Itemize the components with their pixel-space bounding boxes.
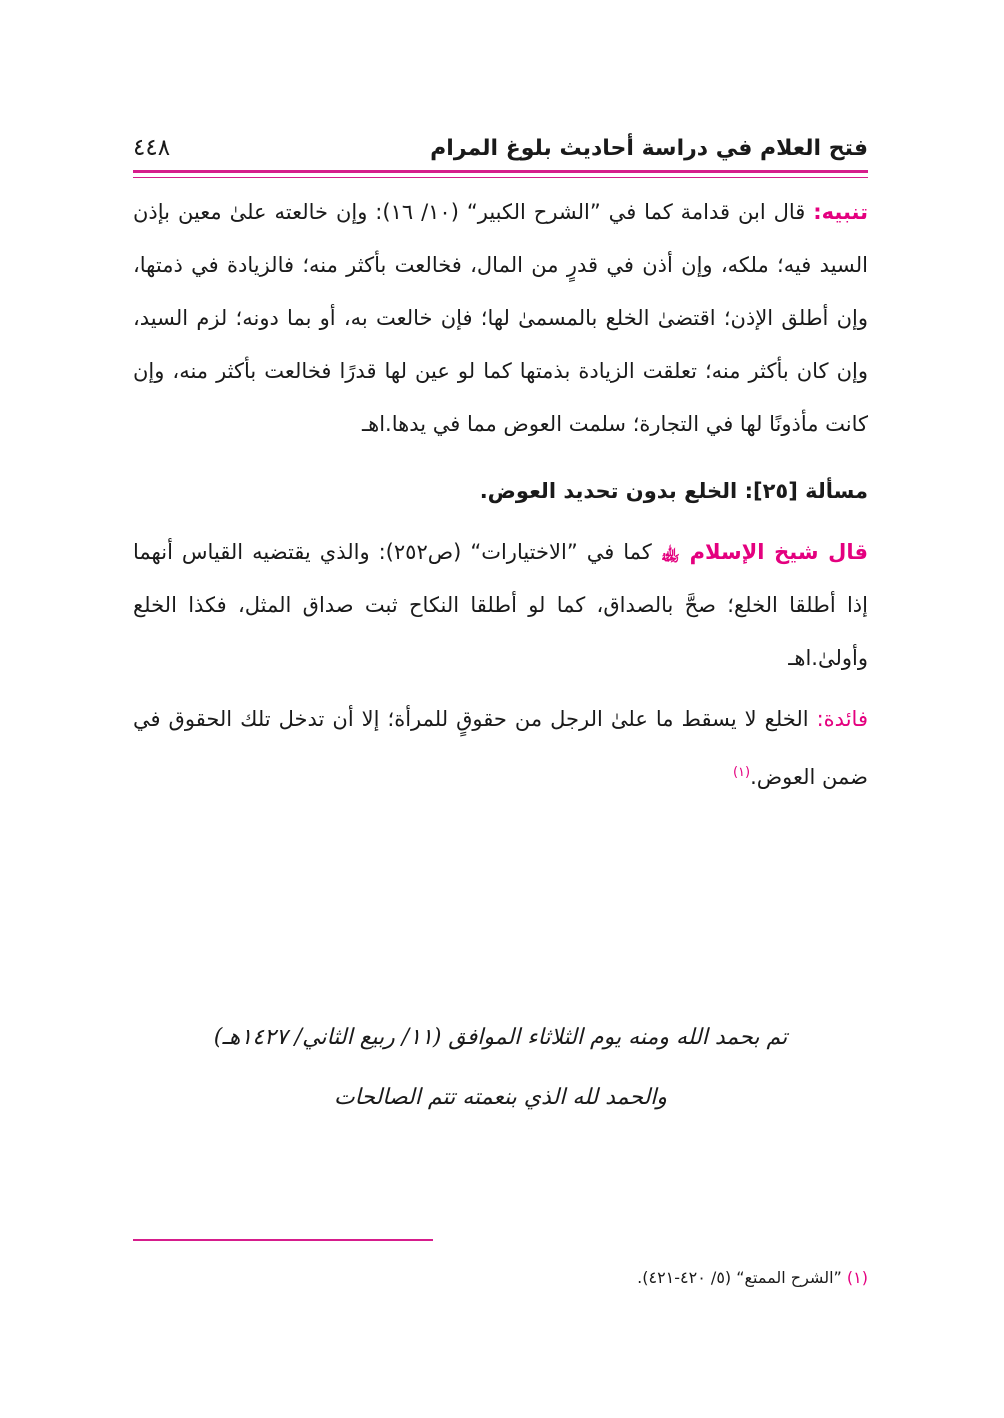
masala-number: مسألة [٢٥]: — [744, 479, 868, 503]
tanbih-label: تنبيه: — [813, 200, 868, 224]
page-number: ٤٤٨ — [133, 135, 171, 161]
header-rule-thin — [133, 177, 868, 178]
footnote-rule — [133, 1239, 433, 1241]
quote-text: كما في ”الاختيارات“ (ص٢٥٢): والذي يقتضيه القياس أنهما إذا أطلقا الخلع؛ صحَّ بالصداق، كما لو أطلقا النكاح ثبت صداق المثل، فكذا الخلع وأولىٰ.اهـ — [133, 540, 868, 670]
tanbih-text: قال ابن قدامة كما في ”الشرح الكبير“ (١٠/ ١٦): وإن خالعته علىٰ معين بإذن السيد فيه؛ ملكه، وإن أذن في قدرٍ من المال، فخالعت بأكثر منه؛ فالزيادة في ذمتها، وإن أطلق الإذن؛ اقتضىٰ الخلع بالمسمىٰ لها؛ فإن خالعت به، أو بما دونه؛ لزم السيد، وإن كان بأكثر منه؛ تعلقت الزيادة بذمتها كما لو عين لها قدرًا فخالعت بأكثر منه، وإن كانت مأذونًا لها في التجارة؛ سلمت العوض مما في يدها.اهـ — [133, 200, 868, 436]
quote-paragraph — [133, 526, 868, 685]
faida-paragraph — [133, 693, 868, 804]
header-rule-thick — [133, 170, 868, 173]
footnote — [133, 1268, 868, 1287]
faida-label: فائدة: — [816, 707, 868, 731]
footnote-text: ”الشرح الممتع“ (٥/ ٤٢٠-٤٢١). — [637, 1268, 847, 1287]
book-title: فتح العلام في دراسة أحاديث بلوغ المرام — [430, 135, 868, 161]
colophon-line-2: والحمد لله الذي بنعمته تتم الصالحات — [333, 1085, 668, 1110]
colophon-line-1: تم بحمد الله ومنه يوم الثلاثاء الموافق (١١/ ربيع الثاني/ ١٤٢٧هـ) — [213, 1025, 788, 1050]
body-text — [133, 186, 868, 812]
footnote-ref[interactable]: (١) — [732, 765, 751, 780]
faida-text: الخلع لا يسقط ما علىٰ الرجل من حقوقٍ للمرأة؛ إلا أن تدخل تلك الحقوق في ضمن العوض. — [133, 707, 868, 789]
footnote-number: (١) — [846, 1268, 868, 1287]
masala-title: الخلع بدون تحديد العوض. — [479, 479, 745, 503]
page — [133, 0, 868, 1418]
running-header — [133, 126, 868, 170]
tanbih-paragraph — [133, 186, 868, 451]
quote-lead: قال شيخ الإسلام ﵀ — [660, 540, 868, 564]
colophon — [133, 1008, 868, 1128]
masala-heading — [133, 465, 868, 518]
